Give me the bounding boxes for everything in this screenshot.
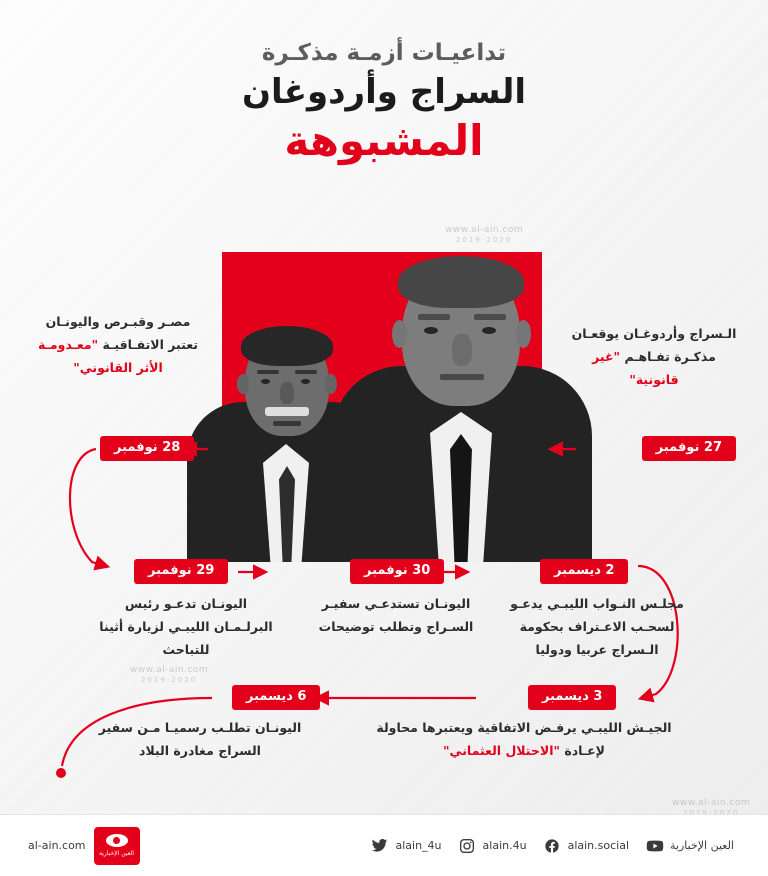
page-title <box>0 40 768 165</box>
watermark-url: www.al-ain.com <box>672 798 751 808</box>
watermark-years: 2019-2020 <box>456 236 513 245</box>
event-text-dec3-highlight: "الاحتلال العثماني" <box>443 743 560 759</box>
watermark-url: www.al-ain.com <box>130 665 209 675</box>
event-text-nov27-main: الـسراج وأردوغـان يوقعـان مذكـرة تفـاهـم <box>571 326 737 365</box>
event-text-dec2 <box>502 592 692 661</box>
social-link-twitter[interactable] <box>370 836 441 855</box>
event-text-nov29 <box>96 592 276 661</box>
event-text-nov30 <box>306 592 486 638</box>
event-text-nov29-main: اليونـان تدعـو رئيس البرلـمـان الليبـي لزيارة أثينا للتباحث <box>99 596 273 658</box>
portrait-erdogan <box>332 162 592 562</box>
social-handle-instagram: alain.4u <box>482 839 527 852</box>
social-links <box>370 836 734 855</box>
social-handle-youtube: العين الإخبارية <box>670 839 734 852</box>
social-link-youtube[interactable] <box>645 836 734 855</box>
title-line-1: تداعيـات أزمـة مذكـرة <box>261 40 507 66</box>
badge-dec6[interactable]: 6 ديسمبر <box>232 685 320 710</box>
watermark-years: 2019-2020 <box>141 676 198 685</box>
title-line-2: السراج وأردوغان <box>241 72 527 112</box>
footer <box>0 814 768 876</box>
event-text-nov27 <box>570 322 738 391</box>
event-text-nov28 <box>30 310 206 379</box>
youtube-icon <box>645 836 664 855</box>
event-text-nov30-main: اليونـان تستدعـي سفيـر السـراج وتطلب توضيحات <box>318 596 474 635</box>
event-text-dec2-main: مجلـس النـواب الليبـي يدعـو لسحـب الاعـتراف بحكومة الـسراج عربيا ودوليا <box>510 596 684 658</box>
brand-label: العين الإخبارية <box>99 850 134 857</box>
event-text-dec6-main: اليونـان تطلـب رسميـا مـن سفير السراج مغادرة البلاد <box>98 720 302 759</box>
social-link-instagram[interactable] <box>458 836 527 855</box>
portrait-panel <box>222 252 542 562</box>
badge-nov30[interactable]: 30 نوفمبر <box>350 559 444 584</box>
event-text-dec6 <box>96 716 304 762</box>
event-text-dec3-main: الجيـش الليبـي يرفـض الاتفاقية ويعتبرها محاولة لإعـادة <box>376 720 672 759</box>
watermark-url: www.al-ain.com <box>445 225 524 235</box>
brand[interactable] <box>28 827 140 865</box>
watermark-middle <box>130 665 208 685</box>
event-text-nov28-main: مصـر وقبـرص واليونـان تعتبر الاتفـاقيـة <box>45 314 198 353</box>
twitter-icon <box>370 836 389 855</box>
brand-url: al-ain.com <box>28 839 86 852</box>
alain-logo-icon <box>94 827 140 865</box>
logo-eye-shape <box>106 834 128 847</box>
facebook-icon <box>543 836 562 855</box>
event-text-dec3 <box>372 716 676 762</box>
instagram-icon <box>458 836 477 855</box>
badge-nov29[interactable]: 29 نوفمبر <box>134 559 228 584</box>
title-line-3: المشبوهة <box>284 116 484 165</box>
event-text-nov28-highlight: "معـدومـة الأثر القانوني" <box>37 337 163 376</box>
social-link-facebook[interactable] <box>543 836 629 855</box>
badge-nov28[interactable]: 28 نوفمبر <box>100 436 194 461</box>
badge-dec2[interactable]: 2 ديسمبر <box>540 559 628 584</box>
social-handle-twitter: alain_4u <box>395 839 442 852</box>
badge-nov27[interactable]: 27 نوفمبر <box>642 436 736 461</box>
badge-dec3[interactable]: 3 ديسمبر <box>528 685 616 710</box>
social-handle-facebook: alain.social <box>567 839 630 852</box>
event-text-nov27-highlight: "غير قانونية" <box>592 349 679 388</box>
